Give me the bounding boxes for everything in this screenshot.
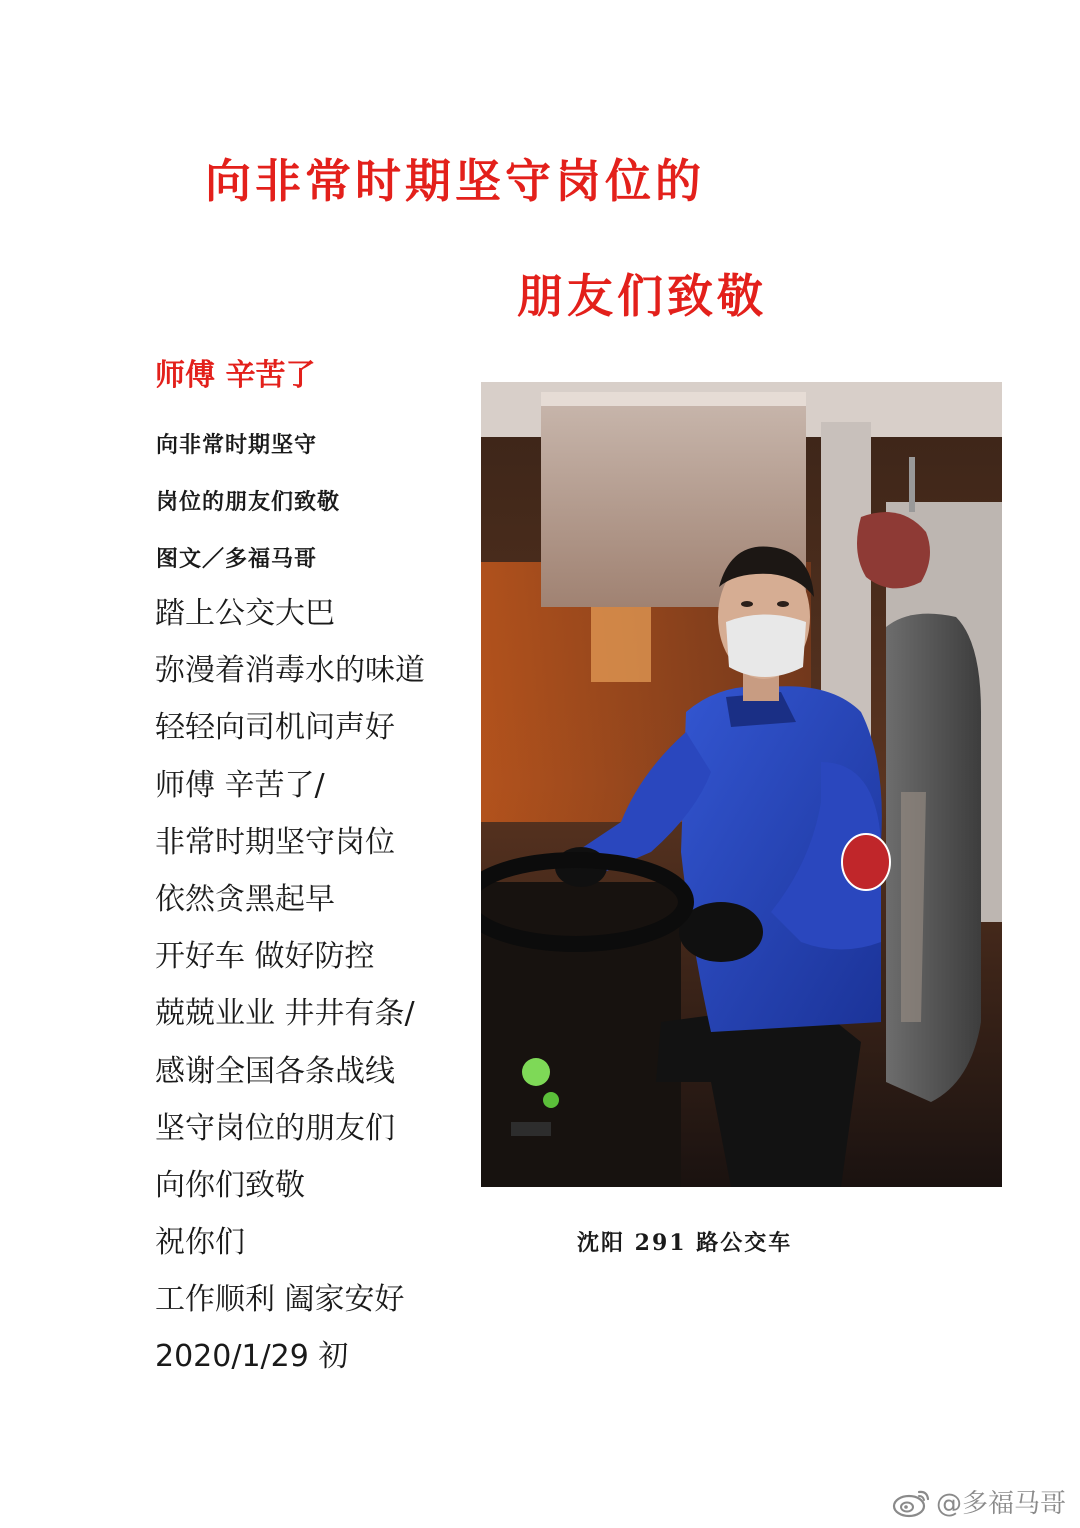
- poem-line: 弥漫着消毒水的味道: [155, 653, 425, 689]
- photo-caption: 沈阳 291 路公交车: [577, 1230, 793, 1256]
- subtitle: 师傅 辛苦了: [155, 358, 316, 393]
- title-line-2: 朋友们致敬: [517, 269, 767, 323]
- poem-line: 向你们致敬: [155, 1167, 305, 1203]
- intro-line: 向非常时期坚守: [156, 432, 318, 458]
- poem-date: 2020/1/29 初: [155, 1339, 349, 1375]
- title-line-1: 向非常时期坚守岗位的: [205, 154, 705, 208]
- poem-line: 工作顺利 阖家安好: [155, 1282, 405, 1318]
- poem-body: [155, 592, 425, 1393]
- bus-driver-photo: [481, 382, 1002, 1187]
- poem-line: 依然贪黑起早: [155, 881, 335, 917]
- poem-line: 祝你们: [155, 1225, 245, 1261]
- watermark-text: @多福马哥: [935, 1489, 1066, 1519]
- poem-line: 师傅 辛苦了/: [155, 767, 325, 803]
- poem-line: 兢兢业业 井井有条/: [155, 996, 415, 1032]
- poem-line: 开好车 做好防控: [155, 939, 375, 975]
- poem-line: 非常时期坚守岗位: [155, 824, 395, 860]
- poem-line: 感谢全国各条战线: [155, 1053, 395, 1089]
- poem-line: 轻轻向司机问声好: [155, 710, 395, 746]
- poem-line: 踏上公交大巴: [155, 596, 335, 631]
- poem-line: 坚守岗位的朋友们: [155, 1110, 395, 1146]
- author-credit: 图文／多福马哥: [156, 546, 318, 572]
- weibo-watermark: [892, 1483, 1066, 1520]
- intro-line: 岗位的朋友们致敬: [156, 489, 341, 515]
- weibo-icon: [892, 1486, 932, 1518]
